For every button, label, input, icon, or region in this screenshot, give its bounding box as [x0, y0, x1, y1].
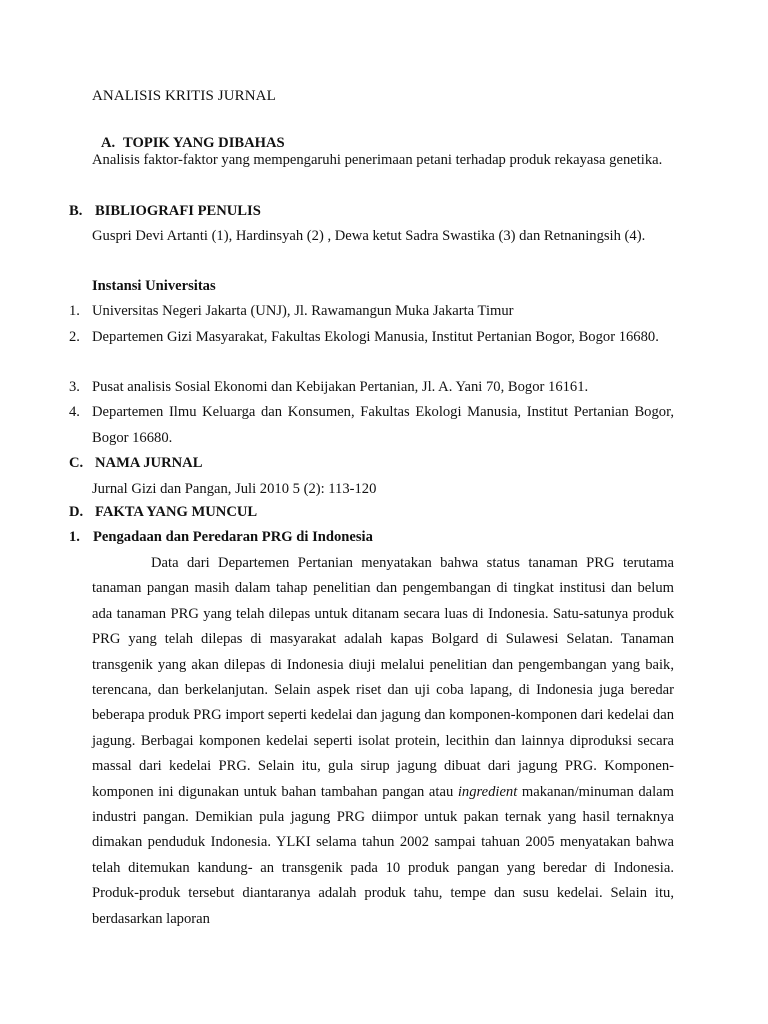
section-b-heading [69, 203, 261, 220]
journal-name-text: Jurnal Gizi dan Pangan, Juli 2010 5 (2): 113-120 [92, 481, 377, 497]
institution-4-text: Departemen Ilmu Keluarga dan Konsumen, Fakultas Ekologi Manusia, Institut Pertanian Bogor, Bogor 16680. [92, 404, 674, 446]
authors-text: Guspri Devi Artanti (1), Hardinsyah (2) , Dewa ketut Sadra Swastika (3) dan Retnaningsih (4). [92, 228, 646, 244]
section-c-title: NAMA JURNAL [95, 455, 203, 471]
subsection-1-marker: 1. [69, 529, 80, 545]
body-text-part-1: Data dari Departemen Pertanian menyatakan bahwa status tanaman PRG terutama tanaman pangan masih dalam tahap penelitian dan pengembangan di tingkat institusi dan belum ada tanaman PRG yang telah dilepas untuk ditanam secara luas di Indonesia. Satu-satunya produk PRG yang telah dilepas di masyarakat adalah kapas Bolgard di Sulawesi Selatan. Tanaman transgenik yang akan dilepas di Indonesia diuji melalui penelitian dan pengembangan yang baik, terencana, dan berkelanjutan. Selain aspek riset dan uji coba lapang, di Indonesia juga beredar beberapa produk PRG import seperti kedelai dan jagung dan komponen-komponen dari kedelai dan jagung. Berbagai komponen kedelai seperti isolat protein, lecithin dan lainnya diproduksi secara massal dari kedelai PRG. Selain itu, gula sirup jagung dibuat dari jagung PRG. Komponen-komponen ini digunakan untuk bahan tambahan pangan atau [92, 555, 674, 800]
section-c-heading [69, 455, 202, 472]
institution-3-number: 3. [69, 379, 80, 395]
institution-2-number: 2. [69, 329, 80, 345]
institution-1-text: Universitas Negeri Jakarta (UNJ), Jl. Rawamangun Muka Jakarta Timur [92, 303, 514, 319]
section-d-heading [69, 504, 257, 521]
section-a-marker: A. [101, 135, 116, 151]
institution-2-text: Departemen Gizi Masyarakat, Fakultas Ekologi Manusia, Institut Pertanian Bogor, Bogor 16680. [92, 329, 659, 345]
document-title: ANALISIS KRITIS JURNAL [92, 88, 276, 104]
section-c-marker: C. [69, 455, 84, 471]
subsection-1-title: Pengadaan dan Peredaran PRG di Indonesia [93, 529, 373, 545]
body-text-italic-term: ingredient [457, 783, 518, 800]
institution-3-text: Pusat analisis Sosial Ekonomi dan Kebijakan Pertanian, Jl. A. Yani 70, Bogor 16161. [92, 379, 589, 395]
body-text-part-2: makanan/minuman dalam industri pangan. Demikian pula jagung PRG diimpor untuk pakan ternak yang hasil ternaknya dimakan penduduk Indonesia. YLKI selama tahun 2002 sampai tahuan 2005 menyatakan bahwa telah ditemukan kandung- an transgenik pada 10 produk pangan yang beredar di Indonesia. Produk-produk tersebut diantaranya adalah produk tahu, tempe dan susu kedelai. Selain itu, berdasarkan laporan [92, 783, 674, 927]
section-b-marker: B. [69, 203, 83, 219]
section-a-text: Analisis faktor-faktor yang mempengaruhi penerimaan petani terhadap produk rekayasa genetika. [92, 152, 663, 168]
section-b-title: BIBLIOGRAFI PENULIS [95, 203, 261, 219]
section-a-title: TOPIK YANG DIBAHAS [123, 135, 285, 151]
subsection-1-heading [69, 529, 373, 546]
institution-4-number: 4. [69, 404, 80, 420]
section-d-title: FAKTA YANG MUNCUL [95, 504, 258, 520]
institution-1-number: 1. [69, 303, 80, 319]
body-paragraph [92, 551, 674, 932]
institutions-heading: Instansi Universitas [92, 278, 216, 294]
section-d-marker: D. [69, 504, 84, 520]
